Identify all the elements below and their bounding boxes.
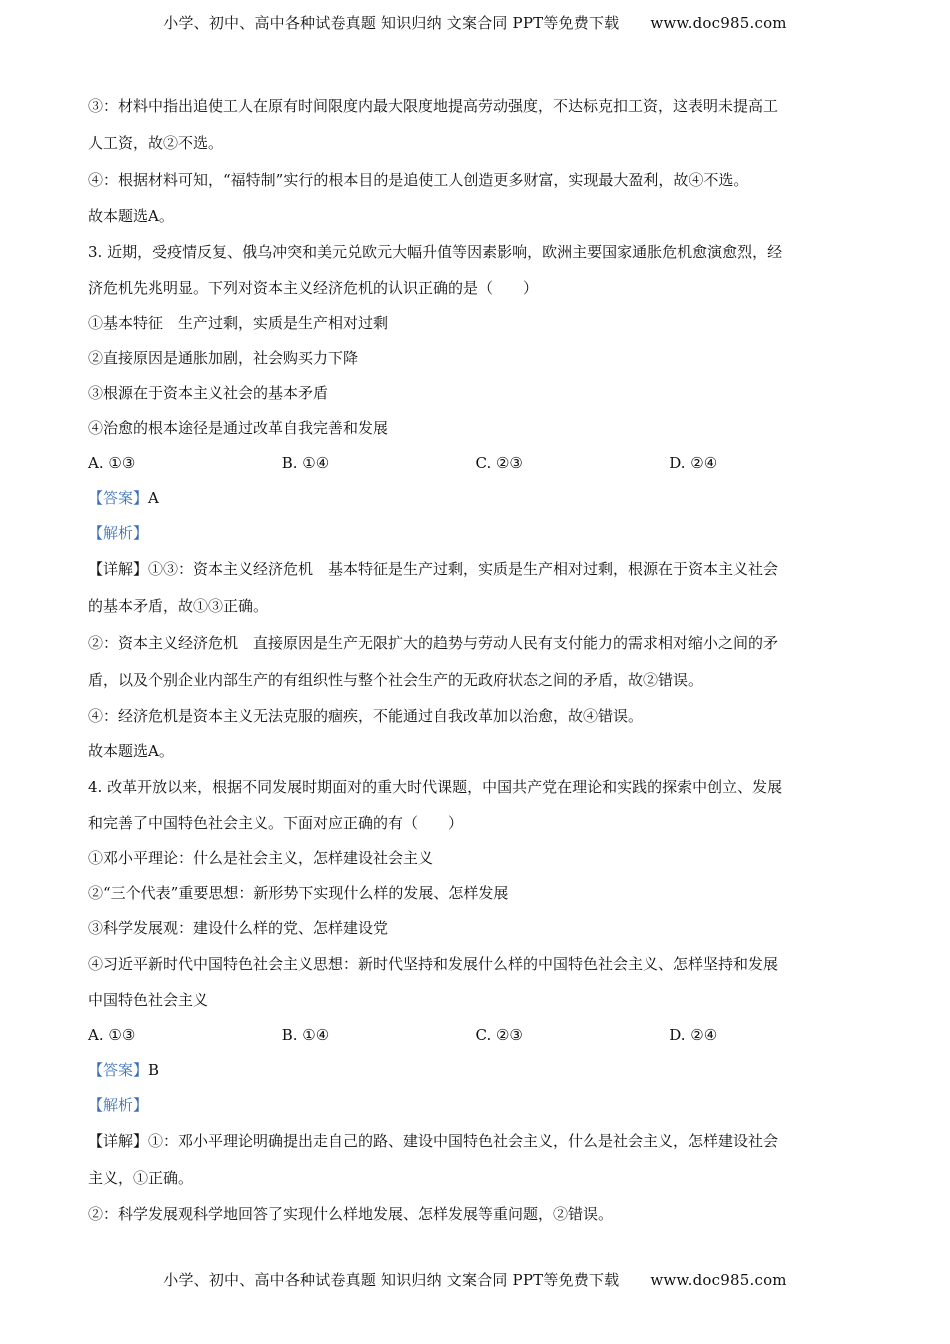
q4-options (88, 1018, 863, 1053)
q3-analysis (88, 516, 863, 551)
q3-option-b: B. ①④ (281, 454, 330, 472)
q3-stem-1: 3. 近期，受疫情反复、俄乌冲突和美元兑欧元大幅升值等因素影响，欧洲主要国家通胀危机愈演愈烈，经 (88, 243, 783, 261)
prev-line-2: 人工资，故②不选。 (88, 134, 224, 152)
q4-option-b: B. ①④ (281, 1026, 330, 1044)
q4-item-1: ①邓小平理论：什么是社会主义，怎样建设社会主义 (88, 849, 434, 867)
document-body (88, 88, 863, 1232)
q3-detail-1 (88, 551, 863, 588)
q4-detail-3: ②：科学发展观科学地回答了实现什么样地发展、怎样发展等重问题，②错误。 (88, 1205, 614, 1223)
q3-detail-5: ④：经济危机是资本主义无法克服的痼疾，不能通过自我改革加以治愈，故④错误。 (88, 707, 644, 725)
q3-detail-4: 盾，以及个别企业内部生产的有组织性与整个社会生产的无政府状态之间的矛盾，故②错误。 (88, 671, 704, 689)
q3-options (88, 446, 863, 481)
q4-detail-tag: 【详解】 (88, 1132, 149, 1150)
q3-conclusion: 故本题选A。 (88, 742, 174, 760)
q3-option-c: C. ②③ (475, 454, 523, 472)
q3-item-4: ④治愈的根本途径是通过改革自我完善和发展 (88, 419, 389, 437)
prev-conclusion: 故本题选A。 (88, 207, 174, 225)
header-text: 小学、初中、高中各种试卷真题 知识归纳 文案合同 PPT等免费下载 (163, 14, 620, 32)
q4-option-c: C. ②③ (475, 1026, 523, 1044)
q4-answer-value: B (148, 1061, 160, 1079)
q4-item-3: ③科学发展观：建设什么样的党、怎样建设党 (88, 919, 389, 937)
header-url[interactable]: www.doc985.com (650, 14, 787, 32)
q3-answer-value: A (148, 489, 159, 507)
footer-url[interactable]: www.doc985.com (650, 1271, 787, 1289)
q4-answer (88, 1053, 863, 1088)
page-footer (0, 1269, 950, 1290)
q4-stem-1: 4. 改革开放以来，根据不同发展时期面对的重大时代课题，中国共产党在理论和实践的探索中创立、发展 (88, 778, 783, 796)
q3-detail-text-1: ①③：资本主义经济危机 基本特征是生产过剩，实质是生产相对过剩，根源在于资本主义社会 (148, 560, 779, 578)
q3-detail-2: 的基本矛盾，故①③正确。 (88, 597, 269, 615)
q4-option-d: D. ②④ (669, 1026, 718, 1044)
q4-detail-text-1: ①：邓小平理论明确提出走自己的路、建设中国特色社会主义，什么是社会主义，怎样建设社会 (148, 1132, 779, 1150)
q3-detail-3: ②：资本主义经济危机 直接原因是生产无限扩大的趋势与劳动人民有支付能力的需求相对缩小之间的矛 (88, 634, 779, 652)
q4-item-4-cont: 中国特色社会主义 (88, 991, 209, 1009)
q4-answer-tag: 【答案】 (88, 1061, 149, 1079)
page-header (0, 12, 950, 33)
q3-option-d: D. ②④ (669, 454, 718, 472)
prev-line-1: ③：材料中指出追使工人在原有时间限度内最大限度地提高劳动强度，不达标克扣工资，这表明未提高工 (88, 97, 779, 115)
question-3 (88, 234, 863, 769)
q4-stem-2: 和完善了中国特色社会主义。下面对应正确的有（ ） (88, 814, 464, 832)
q3-answer (88, 481, 863, 516)
q3-item-1: ①基本特征 生产过剩，实质是生产相对过剩 (88, 314, 389, 332)
q3-analysis-tag: 【解析】 (88, 524, 149, 542)
prev-line-3: ④：根据材料可知，“福特制”实行的根本目的是追使工人创造更多财富，实现最大盈利，故④不选。 (88, 171, 749, 189)
q4-item-4: ④习近平新时代中国特色社会主义思想：新时代坚持和发展什么样的中国特色社会主义、怎样坚持和发展 (88, 955, 779, 973)
q4-item-2: ②“三个代表”重要思想：新形势下实现什么样的发展、怎样发展 (88, 884, 509, 902)
q4-detail-2: 主义，①正确。 (88, 1169, 194, 1187)
q4-analysis-tag: 【解析】 (88, 1096, 149, 1114)
q3-option-a: A. ①③ (88, 454, 136, 472)
q3-item-2: ②直接原因是通胀加剧，社会购买力下降 (88, 349, 359, 367)
q4-analysis (88, 1088, 863, 1123)
q3-answer-tag: 【答案】 (88, 489, 149, 507)
footer-text: 小学、初中、高中各种试卷真题 知识归纳 文案合同 PPT等免费下载 (163, 1271, 620, 1289)
q4-detail-1 (88, 1123, 863, 1160)
q4-option-a: A. ①③ (88, 1026, 136, 1044)
q3-item-3: ③根源在于资本主义社会的基本矛盾 (88, 384, 329, 402)
question-4 (88, 769, 863, 1232)
q3-detail-tag: 【详解】 (88, 560, 149, 578)
q3-stem-2: 济危机先兆明显。下列对资本主义经济危机的认识正确的是（ ） (88, 279, 539, 297)
